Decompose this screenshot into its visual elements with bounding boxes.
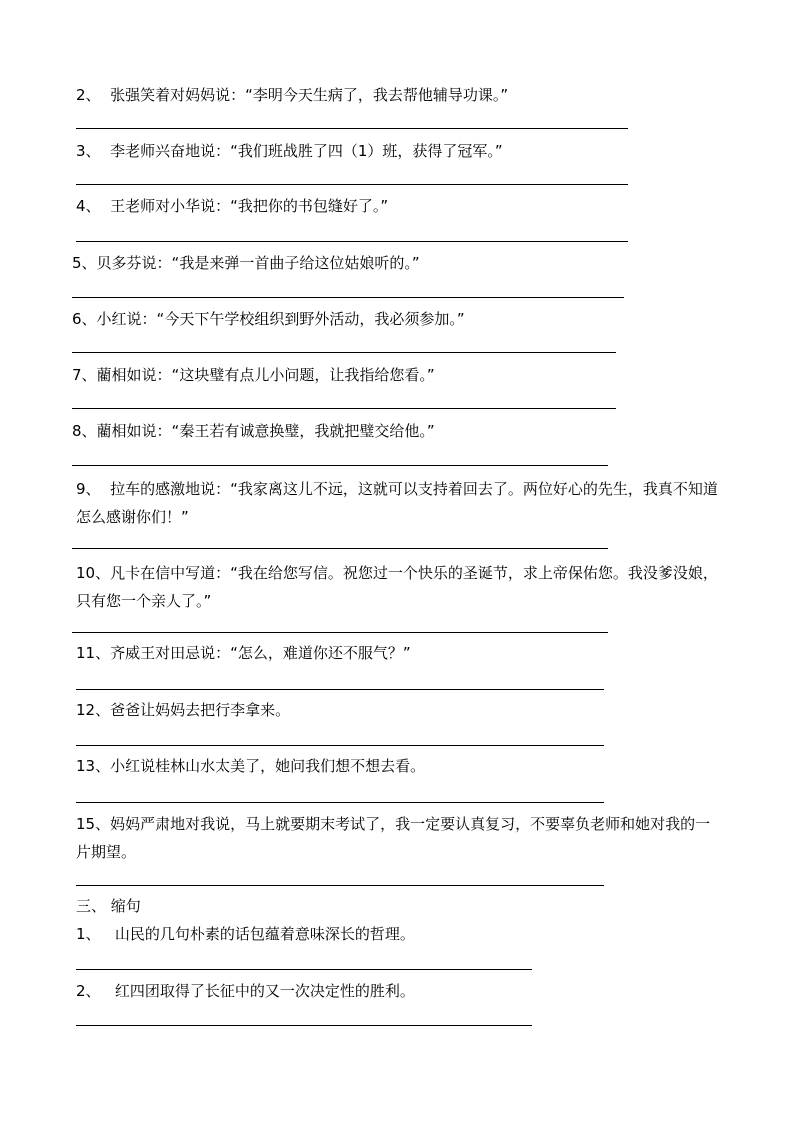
- question-3: [76, 141, 503, 161]
- question-11: [76, 643, 411, 663]
- question-text: 王老师对小华说：“我把你的书包缝好了。”: [110, 197, 389, 215]
- answer-line[interactable]: [76, 241, 628, 242]
- question-text: 藺相如说：“这块璧有点儿小问题，让我指给您看。”: [96, 366, 435, 384]
- answer-line[interactable]: [72, 408, 616, 409]
- question-number: 2、: [76, 982, 101, 1000]
- question-text: 贝多芬说：“我是来弹一首曲子给这位姑娘听的。”: [96, 254, 420, 272]
- question-8: [72, 421, 435, 441]
- answer-line[interactable]: [72, 352, 616, 353]
- answer-line[interactable]: [76, 689, 604, 690]
- question-9: [76, 475, 721, 531]
- question-number: 15、: [76, 815, 111, 833]
- question-15: [76, 810, 721, 866]
- question-text: 李老师兴奋地说：“我们班战胜了四（1）班，获得了冠军。”: [110, 142, 503, 160]
- answer-line[interactable]: [76, 1025, 532, 1026]
- answer-line[interactable]: [76, 745, 604, 746]
- question-number: 13、: [76, 757, 111, 775]
- question-4: [76, 196, 388, 216]
- question-12: [76, 700, 290, 720]
- question-6: [72, 309, 465, 329]
- question-text: 红四团取得了长征中的又一次决定性的胜利。: [114, 982, 415, 1000]
- question-number: 10、: [76, 564, 111, 582]
- answer-line[interactable]: [72, 632, 608, 633]
- answer-line[interactable]: [76, 802, 604, 803]
- section-heading: 三、 缩句: [76, 897, 141, 915]
- condense-question-1: [76, 924, 415, 944]
- question-number: 1、: [76, 925, 101, 943]
- question-7: [72, 365, 435, 385]
- answer-line[interactable]: [72, 548, 608, 549]
- answer-line[interactable]: [72, 465, 608, 466]
- question-text: 山民的几句朴素的话包蕴着意味深长的哲理。: [114, 925, 415, 943]
- question-number: 11、: [76, 644, 111, 662]
- condense-question-2: [76, 981, 415, 1001]
- answer-line[interactable]: [76, 885, 604, 886]
- question-number: 9、: [76, 480, 101, 498]
- question-number: 2、: [76, 86, 101, 104]
- question-number: 4、: [76, 197, 101, 215]
- answer-line[interactable]: [76, 969, 532, 970]
- answer-line[interactable]: [76, 184, 628, 185]
- question-number: 3、: [76, 142, 101, 160]
- answer-line[interactable]: [76, 128, 628, 129]
- question-number: 8、: [72, 422, 97, 440]
- question-number: 12、: [76, 701, 111, 719]
- question-number: 6、: [72, 310, 97, 328]
- question-2: [76, 85, 508, 105]
- question-text: 凡卡在信中写道：“我在给您写信。祝您过一个快乐的圣诞节，求上帝保佑您。我没爹没娘，只有您一个亲人了。”: [76, 564, 718, 610]
- question-number: 5、: [72, 254, 97, 272]
- question-text: 张强笑着对妈妈说：“李明今天生病了，我去帮他辅导功课。”: [110, 86, 509, 104]
- question-text: 小红说：“今天下午学校组织到野外活动，我必须参加。”: [96, 310, 465, 328]
- question-13: [76, 756, 425, 776]
- answer-line[interactable]: [72, 297, 624, 298]
- question-number: 7、: [72, 366, 97, 384]
- question-text: 妈妈严肃地对我说，马上就要期末考试了，我一定要认真复习，不要辜负老师和她对我的一片期望。: [76, 815, 711, 861]
- question-10: [76, 559, 721, 615]
- question-text: 爸爸让妈妈去把行李拿来。: [110, 701, 291, 719]
- question-text: 拉车的感激地说：“我家离这儿不远，这就可以支持着回去了。两位好心的先生，我真不知道怎么感谢你们！”: [76, 480, 718, 526]
- question-text: 藺相如说：“秦王若有诚意换璧，我就把璧交给他。”: [96, 422, 435, 440]
- question-text: 齐威王对田忌说：“怎么，难道你还不服气？”: [110, 644, 411, 662]
- question-text: 小红说桂林山水太美了，她问我们想不想去看。: [110, 757, 426, 775]
- question-5: [72, 253, 420, 273]
